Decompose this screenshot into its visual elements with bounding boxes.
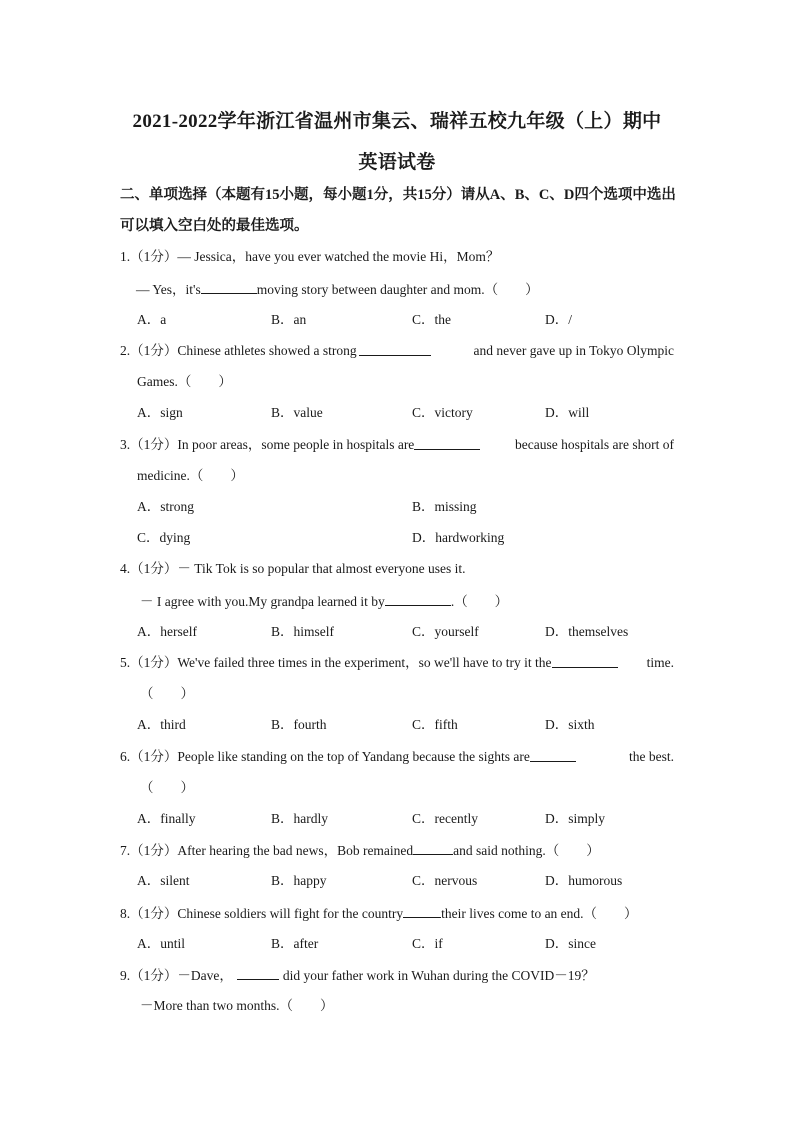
answer-blank xyxy=(414,435,480,450)
question-3-option-d[interactable]: D．hardworking xyxy=(412,530,505,545)
question-1-option-c[interactable]: C．the xyxy=(412,312,451,327)
question-1-option-a[interactable]: A．a xyxy=(137,312,167,327)
question-7-stem xyxy=(120,840,600,860)
question-5-stem-cont: （ ） xyxy=(140,686,194,701)
answer-blank xyxy=(403,903,441,918)
question-9-text-start: 9.（1分）－Dave， xyxy=(120,968,233,983)
question-5-option-c[interactable]: C．fifth xyxy=(412,717,458,732)
question-1-response xyxy=(136,279,539,299)
question-2-option-a[interactable]: A．sign xyxy=(137,405,183,420)
question-6-stem-cont: （ ） xyxy=(140,780,194,795)
question-6-stem xyxy=(120,747,674,767)
answer-blank xyxy=(359,341,431,356)
question-4-stem: 4.（1分）－ Tik Tok is so popular that almost everyone uses it. xyxy=(120,561,466,576)
question-3-stem xyxy=(120,435,674,455)
question-7-option-a[interactable]: A．silent xyxy=(137,873,190,888)
question-2-stem xyxy=(120,341,674,361)
answer-blank xyxy=(413,840,453,855)
question-3-option-c[interactable]: C．dying xyxy=(137,530,191,545)
question-2-stem-cont: Games.（ ） xyxy=(137,374,232,389)
question-1-response-start: — Yes，it's xyxy=(136,282,201,297)
question-2-option-c[interactable]: C．victory xyxy=(412,405,473,420)
question-3-option-a[interactable]: A．strong xyxy=(137,499,194,514)
question-6-option-d[interactable]: D．simply xyxy=(545,811,606,826)
question-4-option-c[interactable]: C．yourself xyxy=(412,624,479,639)
question-8-option-d[interactable]: D．since xyxy=(545,936,596,951)
question-5-option-b[interactable]: B．fourth xyxy=(271,717,327,732)
question-4-response-start: － I agree with you.My grandpa learned it by xyxy=(140,594,385,609)
answer-blank xyxy=(530,747,576,762)
question-9-stem xyxy=(120,965,595,985)
question-4-response xyxy=(140,591,508,611)
question-8-option-b[interactable]: B．after xyxy=(271,936,319,951)
question-4-response-end: .（ ） xyxy=(450,594,509,609)
question-6-text-end: the best. xyxy=(629,749,674,764)
question-8-text-start: 8.（1分）Chinese soldiers will fight for the country xyxy=(120,906,404,921)
question-5-stem xyxy=(120,653,674,673)
question-2-text-end: and never gave up in Tokyo Olympic xyxy=(473,343,674,358)
question-1-stem xyxy=(120,247,499,267)
answer-blank xyxy=(552,653,618,668)
question-6-option-c[interactable]: C．recently xyxy=(412,811,478,826)
answer-blank xyxy=(201,279,257,294)
question-8-stem xyxy=(120,903,638,923)
question-7-text-end: and said nothing.（ ） xyxy=(453,843,600,858)
question-7-option-d[interactable]: D．humorous xyxy=(545,873,623,888)
question-4-option-a[interactable]: A．herself xyxy=(137,624,197,639)
question-8-text-end: their lives come to an end.（ ） xyxy=(441,906,638,921)
question-1-text: 1.（1分）— Jessica，have you ever watched the movie Hi，Mom？ xyxy=(120,249,500,264)
question-3-text-start: 3.（1分）In poor areas，some people in hospitals are xyxy=(120,437,415,452)
answer-blank xyxy=(237,965,279,980)
question-5-option-a[interactable]: A．third xyxy=(137,717,186,732)
question-3-stem-cont: medicine.（ ） xyxy=(137,468,244,483)
question-6-option-b[interactable]: B．hardly xyxy=(271,811,328,826)
question-1-option-b[interactable]: B．an xyxy=(271,312,307,327)
question-2-option-b[interactable]: B．value xyxy=(271,405,323,420)
question-3-text-end: because hospitals are short of xyxy=(515,437,674,452)
question-2-text-start: 2.（1分）Chinese athletes showed a strong xyxy=(120,343,357,358)
question-1-option-d[interactable]: D．/ xyxy=(545,312,572,327)
question-5-text-end: time. xyxy=(646,655,674,670)
question-7-text-start: 7.（1分）After hearing the bad news，Bob remained xyxy=(120,843,414,858)
question-7-option-c[interactable]: C．nervous xyxy=(412,873,478,888)
question-4-option-d[interactable]: D．themselves xyxy=(545,624,629,639)
question-8-option-c[interactable]: C．if xyxy=(412,936,443,951)
question-7-option-b[interactable]: B．happy xyxy=(271,873,327,888)
question-6-text-start: 6.（1分）People like standing on the top of Yandang because the sights are xyxy=(120,749,530,764)
question-9-response: －More than two months.（ ） xyxy=(140,998,334,1013)
question-4-option-b[interactable]: B．himself xyxy=(271,624,334,639)
question-6-option-a[interactable]: A．finally xyxy=(137,811,196,826)
exam-title-line2: 英语试卷 xyxy=(358,152,436,173)
question-3-option-b[interactable]: B．missing xyxy=(412,499,477,514)
question-1-response-end: moving story between daughter and mom.（ ） xyxy=(256,282,539,297)
section-header: 二、单项选择（本题有15小题，每小题1分，共15分）请从A、B、C、D四个选项中选出可以填入空白处的最佳选项。 xyxy=(120,187,676,234)
question-5-option-d[interactable]: D．sixth xyxy=(545,717,595,732)
exam-title-line1: 2021-2022学年浙江省温州市集云、瑞祥五校九年级（上）期中 xyxy=(132,111,662,132)
question-8-option-a[interactable]: A．until xyxy=(137,936,186,951)
answer-blank xyxy=(385,591,451,606)
question-2-option-d[interactable]: D．will xyxy=(545,405,590,420)
question-9-text-end: did your father work in Wuhan during the COVID－19？ xyxy=(282,968,595,983)
question-5-text-start: 5.（1分）We've failed three times in the experiment，so we'll have to try it the xyxy=(120,655,552,670)
